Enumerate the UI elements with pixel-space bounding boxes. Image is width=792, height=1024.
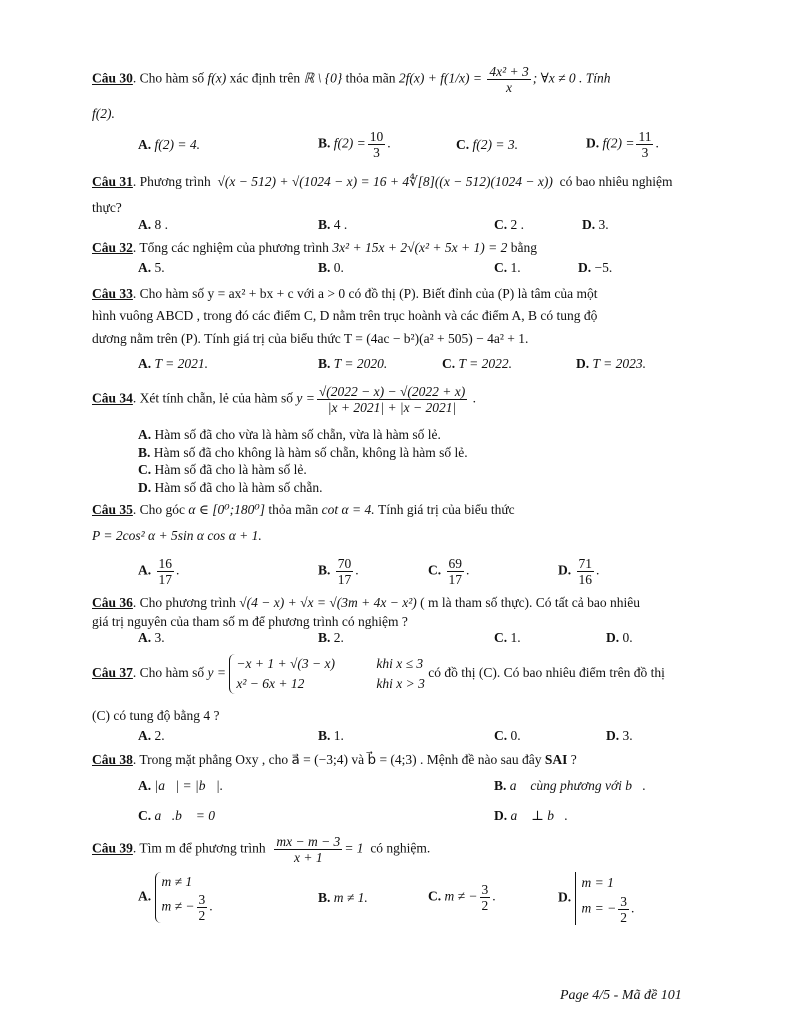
option-d[interactable]: D. −5. — [578, 260, 613, 275]
question-35: Câu 35. Cho góc α ∈ [0⁰;180⁰] thỏa mãn cot α = 4. Tính giá trị của biểu thức — [92, 502, 515, 517]
option-a[interactable]: A. m ≠ 1 m ≠ − $\frac{3}{2}$ . — [138, 874, 213, 923]
option-d[interactable]: D. 3. — [606, 728, 633, 743]
option-b[interactable]: B. Hàm số đã cho không là hàm số chẵn, không là hàm số lẻ. — [138, 444, 468, 460]
question-30-heading: Câu 30 — [92, 70, 133, 86]
option-a[interactable]: A. 5. — [138, 260, 165, 275]
question-32-heading: Câu 32 — [92, 240, 133, 255]
question-33-options — [92, 356, 716, 376]
question-30-options — [92, 129, 716, 160]
option-c[interactable]: C. Hàm số đã cho là hàm số lẻ. — [138, 462, 307, 477]
option-a[interactable]: A. 8 . — [138, 217, 168, 232]
question-30: Câu 30. Cho hàm số f(x) xác định trên ℝ \ {0} thỏa mãn 2f(x) + f(1/x) = $\frac{\text{4x² + 3}}{x}$ ; ∀x ≠ 0 . Tính — [92, 64, 611, 95]
question-35-options — [92, 556, 716, 587]
option-c[interactable]: C. 2 . — [494, 217, 524, 232]
question-32-options — [92, 260, 716, 280]
question-38-options-row2 — [92, 808, 716, 828]
option-b[interactable]: B. m ≠ 1. — [318, 890, 368, 905]
question-36: Câu 36. Cho phương trình √(4 − x) + √x = √(3m + 4x − x²) ( m là tham số thực). Có tất cả bao nhiêu — [92, 595, 641, 610]
option-b[interactable]: B. 1. — [318, 728, 344, 743]
option-a[interactable]: A. |a⃗| = |b⃗|. — [138, 778, 224, 793]
question-36-options — [92, 630, 716, 650]
option-b[interactable]: B. 4 . — [318, 217, 348, 232]
equation: 3x² + 15x + 2√(x² + 5x + 1) = 2 — [332, 240, 508, 255]
equation: √(x − 512) + √(1024 − x) = 16 + 4∜[8]((x − 512)(1024 − x)) — [217, 174, 553, 189]
piecewise-function: −x + 1 + √(3 − x) khi x ≤ 3 x² − 6x + 12 khi x > 3 — [229, 654, 424, 694]
option-a[interactable]: A. f(2) = 4. — [138, 137, 200, 152]
option-d[interactable]: D. T = 2023. — [576, 356, 646, 371]
question-32: Câu 32. Tổng các nghiệm của phương trình 3x² + 15x + 2√(x² + 5x + 1) = 2 bằng — [92, 240, 537, 255]
question-31-heading: Câu 31 — [92, 174, 133, 189]
question-37-heading: Câu 37 — [92, 665, 133, 681]
question-31: Câu 31. Phương trình √(x − 512) + √(1024 − x) = 16 + 4∜[8]((x − 512)(1024 − x)) có bao nhiêu nghiệm — [92, 174, 673, 189]
question-39: Câu 39. Tìm m để phương trình $\frac{mx - m - 3}{x + 1}$ = 1 có nghiệm. — [92, 834, 431, 865]
fraction: $\frac{\text{4x² + 3}}{x}$ — [489, 64, 529, 95]
question-38-options-row1 — [92, 778, 716, 798]
option-c[interactable]: C. f(2) = 3. — [456, 137, 518, 152]
question-33: Câu 33. Cho hàm số y = ax² + bx + c với a > 0 có đồ thị (P). Biết đỉnh của (P) là tâm của một — [92, 286, 598, 301]
option-d[interactable]: D. 3. — [582, 217, 609, 232]
option-c[interactable]: C. 1. — [494, 630, 521, 645]
fraction: $\frac{√(2022 - x) - √(2022 + x)}{|x + 2021| + |x - 2021|}$ — [318, 384, 466, 415]
option-d[interactable]: D. f(2) = $\frac{11}{3}$ . — [586, 129, 659, 160]
option-a[interactable]: A. Hàm số đã cho vừa là hàm số chẵn, vừa là hàm số lẻ. — [138, 427, 441, 442]
question-38: Câu 38. Trong mặt phẳng Oxy , cho a⃗ = (−3;4) và b⃗ = (4;3) . Mệnh đề nào sau đây SAI ? — [92, 752, 577, 767]
option-c[interactable]: C. T = 2022. — [442, 356, 512, 371]
page-footer: Page 4/5 - Mã đề 101 — [560, 988, 682, 1003]
option-d[interactable]: D. 0. — [606, 630, 633, 645]
option-b[interactable]: B. a⃗ cùng phương với b⃗. — [494, 778, 646, 793]
question-31-options — [92, 217, 716, 237]
option-c[interactable]: C. $\frac{69}{17}$ . — [428, 556, 470, 587]
equation: √(4 − x) + √x = √(3m + 4x − x²) — [239, 595, 417, 610]
option-b[interactable]: B. $\frac{70}{17}$ . — [318, 556, 359, 587]
option-a[interactable]: A. $\frac{16}{17}$ . — [138, 556, 180, 587]
option-d[interactable]: D. Hàm số đã cho là hàm số chẵn. — [138, 479, 323, 495]
option-c[interactable]: C. m ≠ − $\frac{3}{2}$ . — [428, 882, 496, 913]
option-d[interactable]: D. $\frac{71}{16}$ . — [558, 556, 600, 587]
question-34-options — [138, 426, 718, 496]
option-b[interactable]: B. 0. — [318, 260, 344, 275]
question-35-heading: Câu 35 — [92, 502, 133, 517]
question-38-heading: Câu 38 — [92, 752, 133, 767]
question-39-options — [92, 872, 716, 932]
option-a[interactable]: A. T = 2021. — [138, 356, 208, 371]
fraction: $\frac{mx - m - 3}{x + 1}$ — [276, 834, 341, 865]
question-39-heading: Câu 39 — [92, 840, 133, 856]
question-37: Câu 37. Cho hàm số y = −x + 1 + √(3 − x) khi x ≤ 3 x² − 6x + 12 khi x > 3 có đồ thị (C). Có bao nhiêu điểm trên đồ thị — [92, 654, 716, 694]
option-a[interactable]: A. 3. — [138, 630, 165, 645]
question-30-ask: f(2). — [92, 106, 115, 121]
question-34-heading: Câu 34 — [92, 390, 133, 406]
question-37-options — [92, 728, 716, 748]
option-b[interactable]: B. 2. — [318, 630, 344, 645]
question-36-heading: Câu 36 — [92, 595, 133, 610]
option-b[interactable]: B. f(2) = $\frac{10}{3}$ . — [318, 129, 391, 160]
option-b[interactable]: B. T = 2020. — [318, 356, 388, 371]
option-d[interactable]: D. m = 1 m = − $\frac{3}{2}$ . — [558, 872, 634, 925]
question-34: Câu 34. Xét tính chẵn, lẻ của hàm số y = $\frac{√(2022 - x) - √(2022 + x)}{|x + 2021| + |x - 2021|}$ . — [92, 384, 476, 415]
option-a[interactable]: A. 2. — [138, 728, 165, 743]
option-d[interactable]: D. a⃗ ⊥ b⃗. — [494, 808, 568, 823]
option-c[interactable]: C. a⃗.b⃗ = 0 — [138, 808, 215, 823]
option-c[interactable]: C. 1. — [494, 260, 521, 275]
option-c[interactable]: C. 0. — [494, 728, 521, 743]
question-33-heading: Câu 33 — [92, 286, 133, 301]
